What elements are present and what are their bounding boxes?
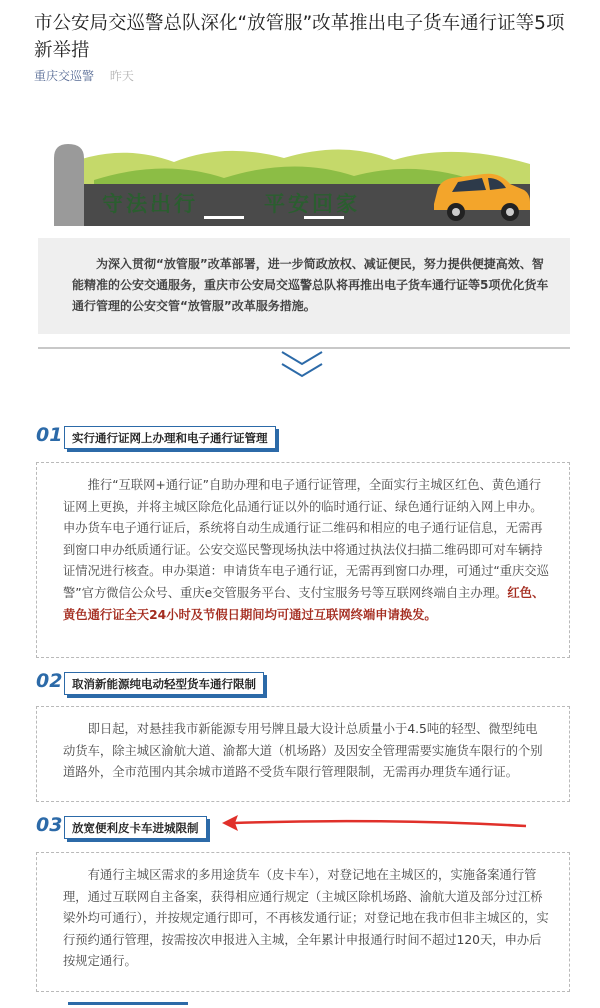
intro-text: 为深入贯彻“放管服”改革部署，进一步简政放权、减证便民，努力提供便捷高效、智能精准的公安交通服务，重庆市公安局交巡警总队将再推出电子货车通行证等5项优化货车通行管理的公安交管“放管服”改革服务措施。 xyxy=(72,257,549,313)
article-source-link[interactable]: 重庆交巡警 xyxy=(34,69,95,83)
section-number: 03 xyxy=(36,814,63,836)
banner-slogan-left: 守法出行 xyxy=(102,192,198,216)
section-label: 取消新能源纯电动轻型货车通行限制 xyxy=(64,672,264,695)
section-emphasis-text: 红色、黄色通行证全天24小时及节假日期间均可通过互联网终端申请换发。 xyxy=(63,585,545,622)
banner-slogan-right: 平安回家 xyxy=(264,192,360,216)
section-body-01 xyxy=(63,475,549,626)
chevron-down-icon xyxy=(280,350,324,380)
section-box-02 xyxy=(36,706,570,802)
section-body-02: 即日起，对悬挂我市新能源专用号牌且最大设计总质量小于4.5吨的轻型、微型纯电动货车，除主城区渝航大道、渝都大道（机场路）及因安全管理需要实施货车限行的个别道路外，全市范围内其余城市道路不受货车限行管理限制，无需再办理货车通行证。 xyxy=(63,722,543,780)
banner-image xyxy=(54,140,530,226)
article-title: 市公安局交巡警总队深化“放管服”改革推出电子货车通行证等5项新举措 xyxy=(34,13,565,61)
section-body-text: 推行“互联网+通行证”自助办理和电子通行证管理，全面实行主城区红色、黄色通行证网上更换，并将主城区除危化品通行证以外的临时通行证、绿色通行证纳入网上申办。申办货车电子通行证后，系统将自动生成通行证二维码和相应的电子通行证信息，无需再到窗口申办纸质通行证。公安交巡民警现场执法中将通过执法仪扫描二维码即可对车辆持证情况进行核查。申办渠道：申请货车电子通行证，无需再到窗口办理，可通过“重庆交巡警”官方微信公众号、重庆e交管服务平台、支付宝服务号等互联网终端自主办理。 xyxy=(63,478,549,600)
intro-box xyxy=(38,238,570,334)
section-label: 放宽便利皮卡车进城限制 xyxy=(64,816,207,839)
section-box-01 xyxy=(36,462,570,658)
section-number: 02 xyxy=(36,670,63,692)
next-section-marker xyxy=(68,1002,188,1005)
section-number: 01 xyxy=(36,424,63,446)
article-meta xyxy=(34,67,134,84)
section-box-03 xyxy=(36,852,570,992)
article-time: 昨天 xyxy=(109,69,134,83)
section-body-03: 有通行主城区需求的多用途货车（皮卡车），对登记地在主城区的，实施备案通行管理，通过互联网自主备案，获得相应通行规定（主城区除机场路、渝航大道及部分过江桥梁外均可通行），并按规定通行即可，不再核发通行证；对登记地在我市但非主城区的，实行预约通行管理，按需按次申报进入主城，全年累计申报通行时间不超过120天，申办后按规定通行。 xyxy=(63,868,549,969)
intro-divider xyxy=(38,347,570,349)
red-arrow-annotation xyxy=(220,812,530,834)
section-label: 实行通行证网上办理和电子通行证管理 xyxy=(64,426,276,449)
